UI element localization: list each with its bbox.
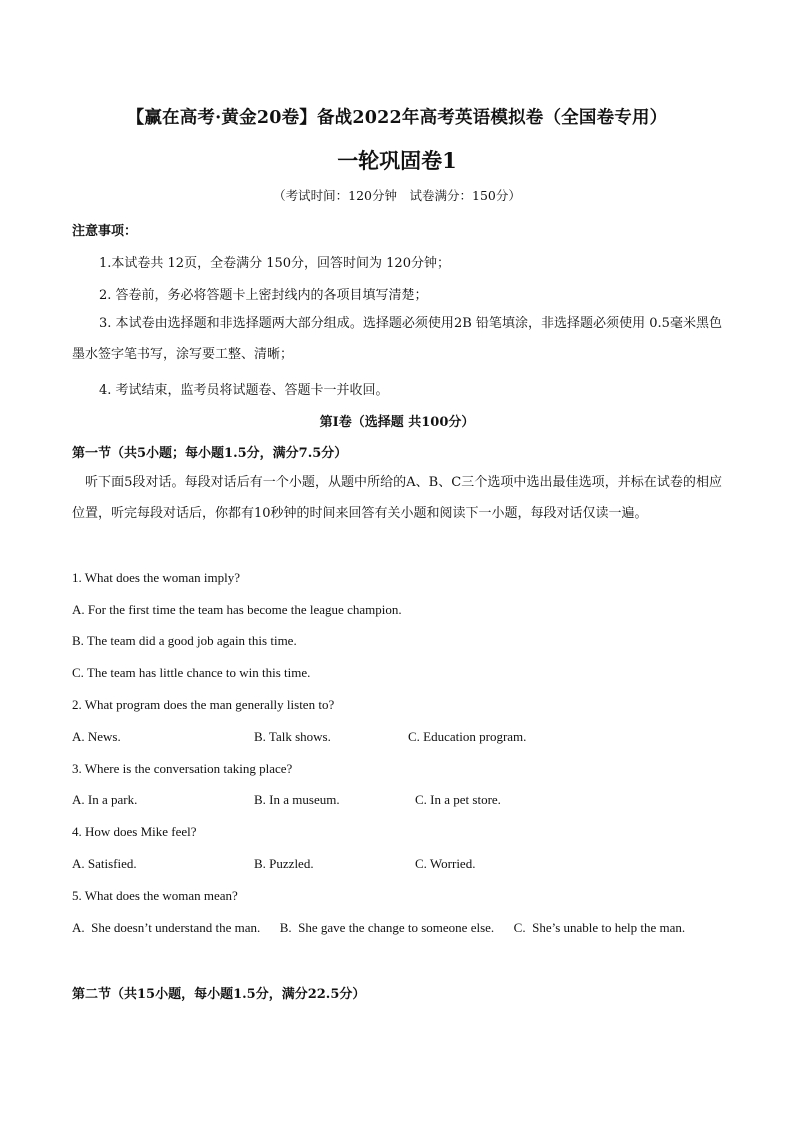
- question-4-option-a: A. Satisfied.: [72, 856, 137, 871]
- notes-heading: 注意事项：: [72, 224, 138, 239]
- question-5-options: A. She doesn’t understand the man. B. She gave the change to someone else. C. She’s unable to help the man.: [72, 920, 686, 935]
- note-item-4: 4. 考试结束，监考员将试题卷、答题卡一并收回。: [99, 383, 389, 398]
- note-item-1: 1.本试卷共 12页，全卷满分 150分，回答时间为 120分钟；: [99, 256, 450, 271]
- question-2-option-b: B. Talk shows.: [254, 729, 331, 744]
- note-item-2: 2. 答卷前，务必将答题卡上密封线内的各项目填写清楚；: [99, 288, 428, 303]
- section1-heading: 第一节（共5小题；每小题1.5分，满分7.5分）: [72, 446, 348, 461]
- section2-heading: 第二节（共15小题，每小题1.5分，满分22.5分）: [72, 987, 366, 1002]
- question-2-stem: 2. What program does the man generally listen to?: [72, 697, 335, 712]
- question-3-option-c: C. In a pet store.: [415, 792, 501, 807]
- question-1-option-c: C. The team has little chance to win this time.: [72, 665, 311, 680]
- question-4-option-b: B. Puzzled.: [254, 856, 314, 871]
- question-3-stem: 3. Where is the conversation taking place?: [72, 761, 293, 776]
- exam-time-info: （考试时间：120分钟 试卷满分：150分）: [273, 188, 521, 203]
- question-3-option-b: B. In a museum.: [254, 792, 340, 807]
- question-4-option-c: C. Worried.: [415, 856, 476, 871]
- question-1-option-b: B. The team did a good job again this time.: [72, 633, 297, 648]
- question-3-option-a: A. In a park.: [72, 792, 138, 807]
- note-item-3: 3. 本试卷由选择题和非选择题两大部分组成。选择题必须使用2B 铅笔填涂，非选择题必须使用 0.5毫米黑色墨水签字笔书写，涂写要工整、清晰；: [72, 316, 722, 362]
- question-1-option-a: A. For the first time the team has become the league champion.: [72, 602, 402, 617]
- part1-heading: 第I卷（选择题 共100分）: [319, 415, 475, 430]
- section1-instructions: 听下面5段对话。每段对话后有一个小题，从题中所给的A、B、C三个选项中选出最佳选项，并标在试卷的相应位置，听完每段对话后，你都有10秒钟的时间来回答有关小题和阅读下一小题，每段对话仅读一遍。: [72, 475, 722, 521]
- exam-title: 【赢在高考·黄金20卷】备战2022年高考英语模拟卷（全国卷专用）: [126, 108, 668, 128]
- question-2-option-c: C. Education program.: [408, 729, 527, 744]
- question-2-option-a: A. News.: [72, 729, 121, 744]
- question-5-stem: 5. What does the woman mean?: [72, 888, 238, 903]
- question-4-stem: 4. How does Mike feel?: [72, 824, 197, 839]
- exam-subtitle: 一轮巩固卷1: [337, 148, 457, 173]
- question-1-stem: 1. What does the woman imply?: [72, 570, 241, 585]
